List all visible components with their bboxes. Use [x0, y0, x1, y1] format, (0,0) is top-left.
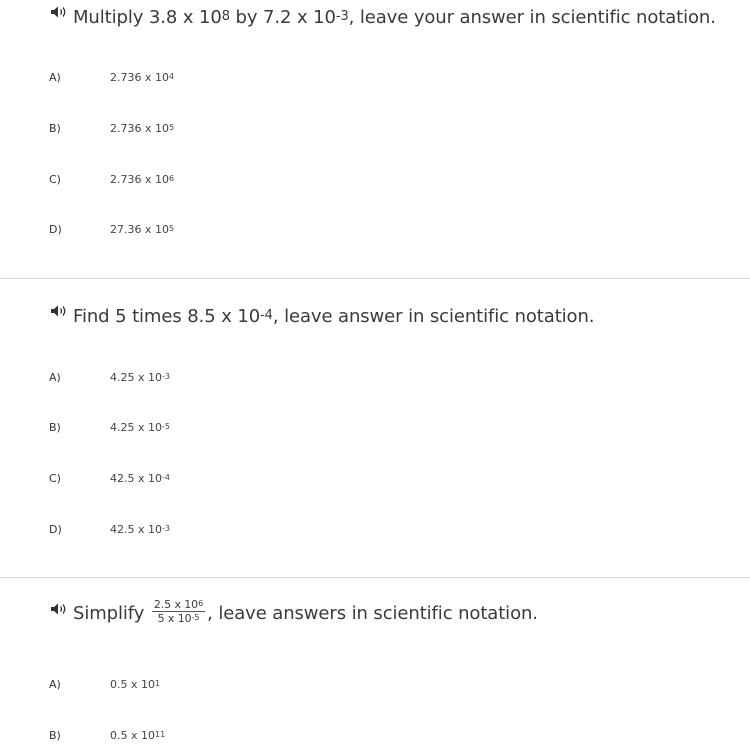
- choice-text: 0.5 x $10^{11}$: [110, 729, 166, 742]
- section-divider: [0, 278, 750, 279]
- choice-text: 4.25 x $10^{-5}$: [110, 421, 170, 434]
- question-stem: Simplify $\frac{2.5 x 10^6}{5 x 10^{-5}}$ , leave answers in scientific notation.: [73, 598, 538, 625]
- choice-text: 42.5 x $10^{-4}$: [110, 472, 170, 485]
- choice-text: 0.5 x $10^1$: [110, 678, 161, 691]
- choice-letter: B): [49, 729, 61, 742]
- question-stem: Find 5 times 8.5 x $10^{-4}$, leave answer in scientific notation.: [73, 306, 595, 327]
- answer-choice-b[interactable]: [0, 729, 750, 749]
- answer-choice-a[interactable]: [0, 71, 750, 91]
- choice-letter: B): [49, 421, 61, 434]
- choice-text: 2.736 x $10^4$: [110, 71, 175, 84]
- fraction: [152, 598, 205, 625]
- speaker-icon[interactable]: [50, 4, 70, 18]
- section-divider: [0, 577, 750, 578]
- choice-text: 2.736 x $10^6$: [110, 173, 175, 186]
- choice-text: 4.25 x $10^{-3}$: [110, 371, 170, 384]
- speaker-icon[interactable]: [50, 601, 70, 615]
- answer-choice-c[interactable]: [0, 173, 750, 193]
- answer-choice-d[interactable]: [0, 523, 750, 543]
- choice-letter: B): [49, 122, 61, 135]
- choice-letter: A): [49, 71, 61, 84]
- choice-letter: C): [49, 472, 61, 485]
- fraction-denominator: 5 x $10^{-5}$: [157, 612, 200, 625]
- answer-choice-a[interactable]: [0, 371, 750, 391]
- answer-choice-a[interactable]: [0, 678, 750, 698]
- choice-letter: A): [49, 371, 61, 384]
- choice-letter: C): [49, 173, 61, 186]
- answer-choice-b[interactable]: [0, 122, 750, 142]
- choice-letter: D): [49, 223, 62, 236]
- choice-text: 2.736 x $10^5$: [110, 122, 175, 135]
- answer-choice-c[interactable]: [0, 472, 750, 492]
- choice-text: 42.5 x $10^{-3}$: [110, 523, 170, 536]
- choice-letter: D): [49, 523, 62, 536]
- answer-choice-b[interactable]: [0, 421, 750, 441]
- speaker-icon[interactable]: [50, 303, 70, 317]
- choice-letter: A): [49, 678, 61, 691]
- answer-choice-d[interactable]: [0, 223, 750, 243]
- choice-text: 27.36 x $10^5$: [110, 223, 175, 236]
- fraction-numerator: 2.5 x $10^6$: [153, 598, 204, 611]
- question-stem: Multiply 3.8 x $10^8$ by 7.2 x $10^{-3}$, leave your answer in scientific notation.: [73, 7, 716, 28]
